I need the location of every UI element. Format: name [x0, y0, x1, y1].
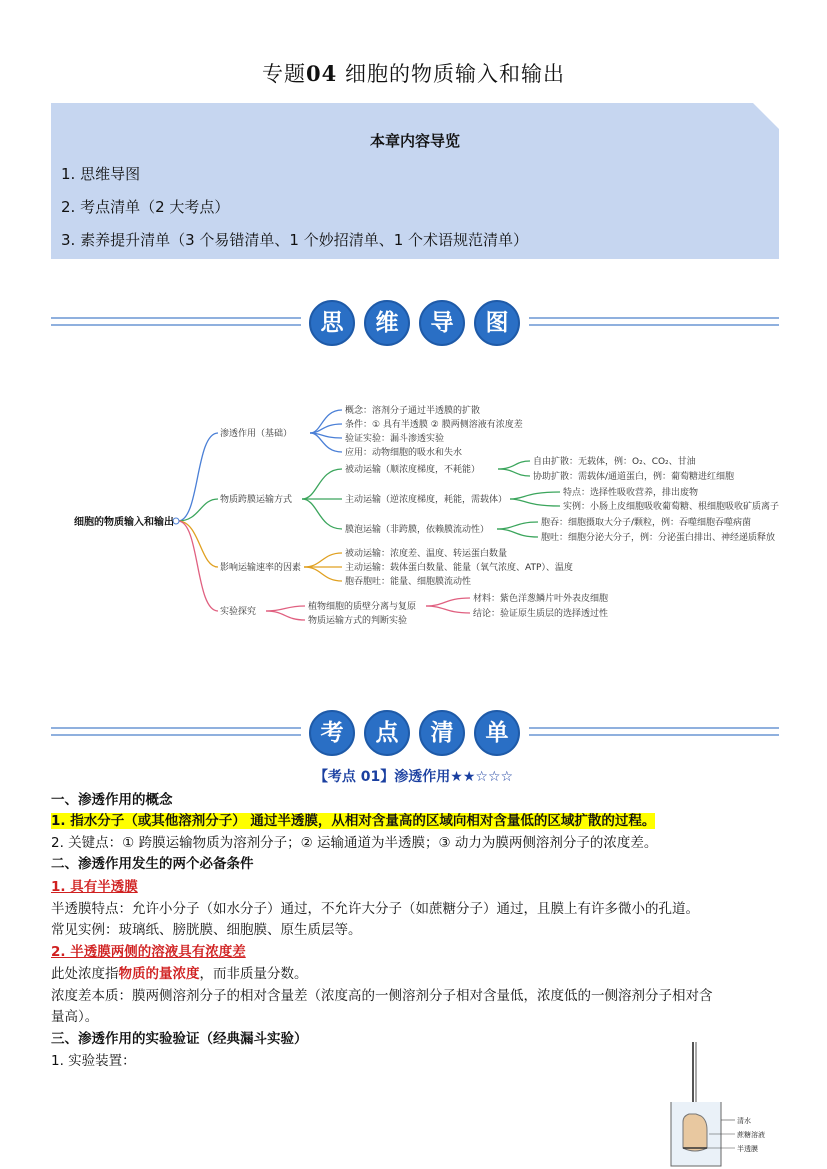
svg-text:自由扩散：无载体，例：O₂、CO₂、甘油: 自由扩散：无载体，例：O₂、CO₂、甘油: [533, 457, 696, 467]
banner-char: 思: [309, 300, 355, 346]
section-heading: 三、渗透作用的实验验证（经典漏斗实验）: [51, 1031, 308, 1047]
mindmap-branch: 物质跨膜运输方式: [220, 495, 293, 505]
svg-text:验证实验：漏斗渗透实验: 验证实验：漏斗渗透实验: [345, 434, 445, 444]
svg-text:膜泡运输（非跨膜，依赖膜流动性）: 膜泡运输（非跨膜，依赖膜流动性）: [345, 525, 490, 535]
svg-text:植物细胞的质壁分离与复原: 植物细胞的质壁分离与复原: [308, 602, 417, 612]
guide-item: 3. 素养提升清单（3 个易错清单、1 个妙招清单、1 个术语规范清单）: [61, 231, 529, 249]
banner-char: 导: [419, 300, 465, 346]
svg-text:蔗糖溶液: 蔗糖溶液: [737, 1131, 765, 1139]
paragraph: 半透膜特点：允许小分子（如水分子）通过，不允许大分子（如蔗糖分子）通过，且膜上有许多微小的孔道。: [51, 901, 699, 917]
paragraph: 1. 实验装置：: [51, 1053, 136, 1069]
svg-text:协助扩散：需载体/通道蛋白，例：葡萄糖进红细胞: 协助扩散：需载体/通道蛋白，例：葡萄糖进红细胞: [533, 472, 735, 482]
condition-2: 2. 半透膜两侧的溶液具有浓度差: [51, 944, 246, 960]
guide-item: 1. 思维导图: [61, 165, 141, 183]
paragraph: 量高）。: [51, 1009, 99, 1025]
svg-text:半透膜: 半透膜: [737, 1145, 758, 1153]
svg-text:胞吞：细胞摄取大分子/颗粒，例：吞噬细胞吞噬病菌: 胞吞：细胞摄取大分子/颗粒，例：吞噬细胞吞噬病菌: [541, 518, 752, 528]
mindmap-branch: 渗透作用（基础）: [220, 429, 293, 439]
mindmap-branch: 实验探究: [220, 607, 257, 617]
section-heading: 一、渗透作用的概念: [51, 792, 173, 808]
banner-char: 维: [364, 300, 410, 346]
guide-item: 2. 考点清单（2 大考点）: [61, 198, 230, 216]
svg-text:胞吞胞吐：能量、细胞膜流动性: 胞吞胞吐：能量、细胞膜流动性: [345, 577, 472, 587]
osmosis-apparatus-figure: [665, 1040, 785, 1169]
mindmap-root: 细胞的物质输入和输出: [74, 517, 174, 528]
svg-text:主动运输：载体蛋白数量、能量（氧气浓度、ATP）、温度: 主动运输：载体蛋白数量、能量（氧气浓度、ATP）、温度: [345, 563, 573, 573]
svg-text:应用：动物细胞的吸水和失水: 应用：动物细胞的吸水和失水: [345, 448, 463, 458]
svg-text:结论：验证原生质层的选择透过性: 结论：验证原生质层的选择透过性: [473, 609, 609, 619]
section-heading: 二、渗透作用发生的两个必备条件: [51, 856, 254, 872]
kaodian-heading: 【考点 01】渗透作用★★☆☆☆: [313, 769, 514, 785]
paragraph: 此处浓度指物质的量浓度，而非质量分数。: [51, 966, 308, 982]
svg-text:胞吐：细胞分泌大分子，例：分泌蛋白排出、神经递质释放: 胞吐：细胞分泌大分子，例：分泌蛋白排出、神经递质释放: [541, 533, 776, 543]
banner-char: 考: [309, 710, 355, 756]
checklist-banner: [51, 708, 779, 758]
mindmap-branch: 影响运输速率的因素: [220, 563, 302, 573]
banner-char: 清: [419, 710, 465, 756]
definition: 1. 指水分子（或其他溶剂分子） 通过半透膜，从相对含量高的区域向相对含量低的区域扩散的过程。: [51, 813, 656, 829]
key-points: 2. 关键点：① 跨膜运输物质为溶剂分子；② 运输通道为半透膜；③ 动力为膜两侧溶剂分子的浓度差。: [51, 835, 658, 851]
svg-text:条件：① 具有半透膜 ② 膜两侧溶液有浓度差: 条件：① 具有半透膜 ② 膜两侧溶液有浓度差: [345, 420, 523, 430]
svg-text:特点：选择性吸收营养，排出废物: 特点：选择性吸收营养，排出废物: [563, 488, 699, 498]
paragraph: 常见实例：玻璃纸、膀胱膜、细胞膜、原生质层等。: [51, 922, 362, 938]
banner-char: 图: [474, 300, 520, 346]
svg-text:主动运输（逆浓度梯度，耗能，需载体）: 主动运输（逆浓度梯度，耗能，需载体）: [345, 495, 508, 505]
content-guide-box: [51, 103, 779, 259]
page-title: 专题04 细胞的物质输入和输出: [262, 61, 565, 86]
paragraph: 浓度差本质：膜两侧溶剂分子的相对含量差（浓度高的一侧溶剂分子相对含量低，浓度低的一侧溶剂分子相对含: [51, 988, 713, 1004]
svg-text:被动运输（顺浓度梯度，不耗能）: 被动运输（顺浓度梯度，不耗能）: [345, 465, 481, 475]
svg-text:概念：溶剂分子通过半透膜的扩散: 概念：溶剂分子通过半透膜的扩散: [345, 406, 481, 416]
guide-heading: 本章内容导览: [369, 132, 460, 150]
svg-text:实例：小肠上皮细胞吸收葡萄糖、根细胞吸收矿质离子: 实例：小肠上皮细胞吸收葡萄糖、根细胞吸收矿质离子: [563, 502, 780, 512]
svg-text:物质运输方式的判断实验: 物质运输方式的判断实验: [308, 616, 408, 626]
svg-text:清水: 清水: [737, 1117, 751, 1125]
svg-text:被动运输：浓度差、温度、转运蛋白数量: 被动运输：浓度差、温度、转运蛋白数量: [345, 549, 508, 559]
banner-char: 点: [364, 710, 410, 756]
svg-text:材料：紫色洋葱鳞片叶外表皮细胞: 材料：紫色洋葱鳞片叶外表皮细胞: [473, 594, 609, 604]
condition-1: 1. 具有半透膜: [51, 879, 138, 895]
mindmap-banner: [51, 298, 779, 348]
mind-map: [60, 395, 785, 635]
banner-char: 单: [474, 710, 520, 756]
